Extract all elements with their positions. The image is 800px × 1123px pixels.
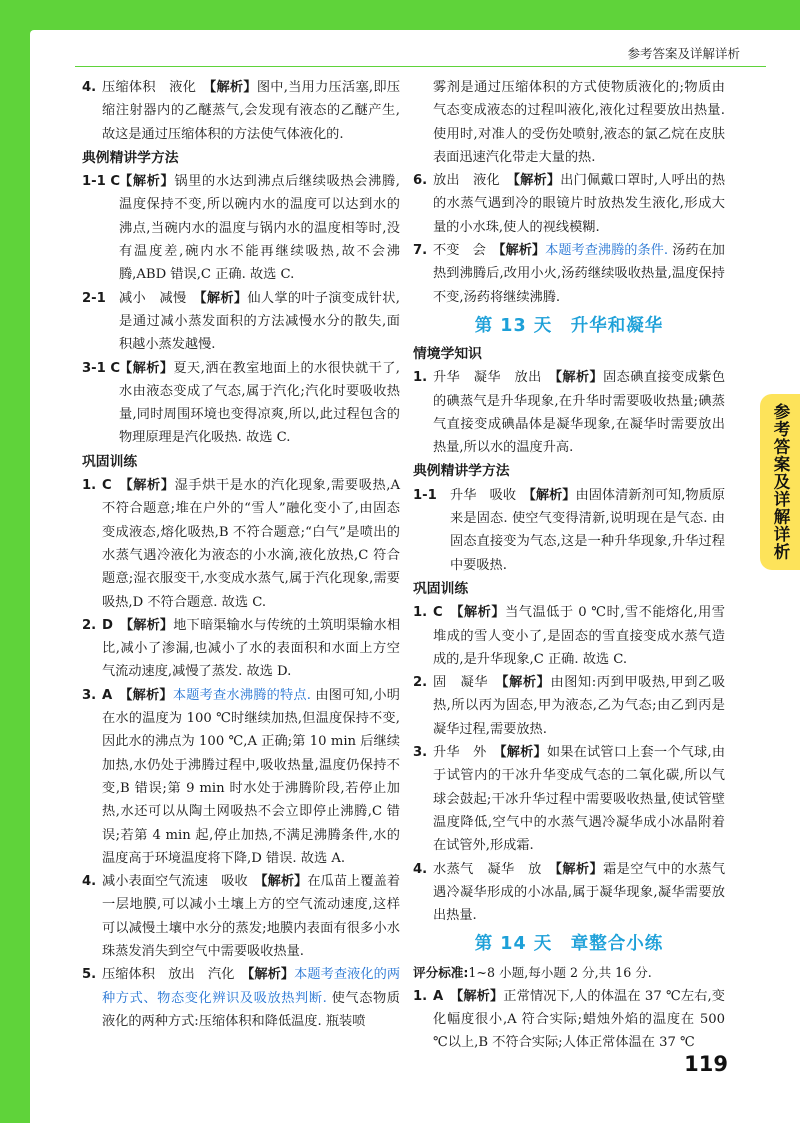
section-heading: 巩固训练 <box>413 580 469 597</box>
analysis-text: 由图可知,小明在水的温度为 100 ℃时继续加热,但温度保持不变,因此水的沸点为 100 ℃,A 正确;第 10 min 后继续加热,水仍处于沸腾过程中,吸收热量,温度仍保持不变,B 错误;第 9 min 时水处于沸腾阶段,若停止加热,水还可以从陶土网吸热不会立即停止沸腾,C 错误;若第 4 min 起,停止加热,不满足沸腾条件,水的温度高于环境温度将下降,D 错误. 故选 A. <box>102 687 400 866</box>
answer-text: 减小 减慢 <box>119 290 200 306</box>
answer-item <box>413 985 725 1055</box>
analysis-tag: 【解析】 <box>499 745 547 761</box>
answer-text: 升华 凝华 放出 <box>433 370 556 386</box>
answer-text: A <box>102 687 126 703</box>
answer-continuation: 雾剂是通过压缩体积的方式使物质液化的;物质由气态变成液态的过程叫液化,液化过程要放出热量. 使用时,对准人的受伤处喷射,液态的氯乙烷在皮肤表面迅速汽化带走大量的热. <box>433 80 725 165</box>
analysis-tag: 【解析】 <box>247 967 295 983</box>
item-number: 1. <box>413 988 428 1004</box>
analysis-tag: 【解析】 <box>119 360 174 376</box>
left-column <box>82 76 400 1033</box>
scoring-standard <box>413 961 725 984</box>
item-number: 3. <box>82 687 97 703</box>
answer-text: 减小表面空气流速 吸收 <box>102 874 261 890</box>
highlight-text: 本题考查水沸腾的特点. <box>172 687 311 703</box>
item-number: 3-1 C <box>82 360 121 376</box>
answer-text: 升华 吸收 <box>450 487 530 503</box>
highlight-text: 本题考查液化的两种方式、物态变化辨识及吸放热判断. <box>102 967 401 1006</box>
analysis-text: 固态碘直接变成紫色的碘蒸气是升华现象,在升华时需要吸收热量;碘蒸气直接变成碘晶体是凝华现象,在凝华时需要放出热量,所以水的温度升高. <box>433 370 726 456</box>
answer-item <box>413 671 725 741</box>
analysis-tag: 【解析】 <box>209 80 257 95</box>
item-number: 1. <box>413 370 428 386</box>
side-tab <box>760 394 800 570</box>
analysis-tag: 【解析】 <box>513 173 561 189</box>
answer-item <box>413 741 725 857</box>
running-header: 参考答案及详解详析 <box>627 46 740 61</box>
analysis-tag: 【解析】 <box>555 861 604 877</box>
answer-text: 压缩体积 液化 <box>102 80 210 95</box>
item-number: 1-1 <box>413 487 437 503</box>
answer-text: 放出 液化 <box>433 173 514 189</box>
item-number: 3. <box>413 745 428 761</box>
analysis-tag: 【解析】 <box>125 687 173 703</box>
answer-item <box>413 601 725 671</box>
analysis-text: 夏天,洒在教室地面上的水很快就干了,水由液态变成了气态,属于汽化;汽化时要吸收热量,同时周围环境也变得凉爽,所以,此过程包含的物理原理是汽化吸热. 故选 C. <box>119 360 400 446</box>
analysis-text: 仙人掌的叶子演变成针状,是通过减小蒸发面积的方法减慢水分的散失,面积越小蒸发越慢. <box>119 290 400 353</box>
analysis-text: 汤药在加热到沸腾后,改用小火,汤药继续吸收热量,温度保持不变,汤药将继续沸腾. <box>433 243 725 305</box>
section-heading: 情境学知识 <box>413 345 482 362</box>
highlight-text: 本题考查沸腾的条件. <box>545 243 669 259</box>
analysis-text: 图中,当用力压活塞,即压缩注射器内的乙醚蒸气,会发现有液态的乙醚产生,故这是通过压缩体积的方法使气体液化的. <box>102 80 401 142</box>
header-rule <box>75 66 766 67</box>
analysis-tag: 【解析】 <box>456 988 504 1004</box>
analysis-tag: 【解析】 <box>126 617 174 633</box>
answer-item <box>413 366 725 459</box>
answer-text: 升华 外 <box>433 745 500 761</box>
answer-item <box>82 170 400 286</box>
analysis-tag: 【解析】 <box>119 174 175 190</box>
analysis-text: 出门佩戴口罩时,人呼出的热的水蒸气遇到冷的眼镜片时放热发生液化,形成大量的小水珠,使人的视线模糊. <box>433 173 726 235</box>
answer-item <box>413 239 725 309</box>
answer-item <box>82 614 400 684</box>
answer-item <box>413 858 725 928</box>
answer-item <box>82 287 400 357</box>
item-number: 1-1 C <box>82 174 121 190</box>
answer-text: 压缩体积 放出 汽化 <box>102 967 248 983</box>
answer-text: A <box>433 988 457 1004</box>
analysis-tag: 【解析】 <box>456 605 506 621</box>
analysis-tag: 【解析】 <box>529 487 576 503</box>
analysis-text: 地下暗渠输水与传统的土筑明渠输水相比,减小了渗漏,也减小了水的表面积和水面上方空气流动速度,减慢了蒸发. 故选 D. <box>102 617 401 680</box>
analysis-text: 霜是空气中的水蒸气遇冷凝华形成的小冰晶,属于凝华现象,凝华需要放出热量. <box>433 861 726 924</box>
answer-text: C <box>102 478 127 494</box>
item-number: 7. <box>413 243 428 259</box>
page-number: 119 <box>684 1052 728 1076</box>
item-number: 2. <box>82 617 97 633</box>
answer-item <box>82 870 400 963</box>
analysis-text: 在瓜苗上覆盖着一层地膜,可以减小土壤上方的空气流动速度,这样可以减慢土壤中水分的蒸发;地膜内表面有很多小水珠蒸发消失到空气中需要吸收热量. <box>102 874 401 959</box>
day-13-title: 第 13 天 升华和凝华 <box>474 315 664 336</box>
analysis-tag: 【解析】 <box>498 243 546 259</box>
analysis-text: 锅里的水达到沸点后继续吸热会沸腾,温度保持不变,所以碗内水的温度可以达到水的沸点,当碗内水的温度与锅内水的温度相等时,没有温度差,碗内水不能再继续吸热,故不会沸腾,ABD 错误,C 正确. 故选 C. <box>119 174 400 283</box>
analysis-text: 由图知:丙到甲吸热,甲到乙吸热,所以丙为固态,甲为液态,乙为气态;由乙到丙是凝华过程,需要放热. <box>433 675 726 737</box>
analysis-text: 正常情况下,人的体温在 37 ℃左右,变化幅度很小,A 符合实际;蜡烛外焰的温度在 500 ℃以上,B 不符合实际;人体正常体温在 37 ℃ <box>433 988 725 1051</box>
analysis-text: 湿手烘干是水的汽化现象,需要吸热,A 不符合题意;堆在户外的“雪人”融化变小了,由固态变成液态,熔化吸热,B 不符合题意;“白气”是喷出的水蒸气遇冷液化为液态的小水滴,液化放热,C 符合题意;湿衣服变干,水变成水蒸气,属于汽化现象,需要吸热,D 不符合题意. 故选 C. <box>102 478 400 610</box>
answer-text: 水蒸气 凝华 放 <box>433 861 556 877</box>
item-number: 4. <box>413 861 428 877</box>
answer-text: 固 凝华 <box>433 675 502 691</box>
day-14-title: 第 14 天 章整合小练 <box>474 934 664 955</box>
answer-text: D <box>102 617 127 633</box>
analysis-tag: 【解析】 <box>501 675 551 691</box>
item-number: 2. <box>413 675 428 691</box>
item-number: 4. <box>82 80 97 95</box>
answer-item <box>82 357 400 450</box>
item-number: 2-1 <box>82 290 106 306</box>
answer-text: 不变 会 <box>433 243 499 259</box>
analysis-text: 由固体清新剂可知,物质原来是固态. 使空气变得清新,说明现在是气态. 由固态直接变为气态,这是一种升华现象,升华过程中要吸热. <box>450 487 726 573</box>
right-column <box>413 76 725 1055</box>
analysis-tag: 【解析】 <box>260 874 308 890</box>
item-number: 4. <box>82 874 97 890</box>
analysis-text: 当气温低于 0 ℃时,雪不能熔化,用雪堆成的雪人变小了,是固态的雪直接变成水蒸气造成的,是升华现象,C 正确. 故选 C. <box>433 605 725 667</box>
analysis-tag: 【解析】 <box>126 478 175 494</box>
answer-item <box>413 169 725 239</box>
scoring-label: 评分标准: <box>413 965 469 981</box>
analysis-text: 如果在试管口上套一个气球,由于试管内的干冰升华变成气态的二氧化碳,所以气球会鼓起;干冰升华过程中需要吸收热量,使试管壁温度降低,空气中的水蒸气遇冷凝华成小冰晶附着在试管外,形成霜. <box>433 745 726 854</box>
section-heading: 典例精讲学方法 <box>413 463 510 480</box>
answer-item <box>82 474 400 614</box>
item-number: 5. <box>82 967 97 983</box>
item-number: 1. <box>82 478 97 494</box>
analysis-tag: 【解析】 <box>199 290 248 306</box>
scoring-text: 1~8 小题,每小题 2 分,共 16 分. <box>468 965 652 981</box>
answer-item <box>82 76 400 146</box>
analysis-tag: 【解析】 <box>555 370 604 386</box>
answer-text: C <box>433 605 457 621</box>
item-number: 6. <box>413 173 428 189</box>
answer-item <box>82 963 400 1033</box>
answer-item <box>413 484 725 577</box>
section-heading: 巩固训练 <box>82 453 138 470</box>
section-heading: 典例精讲学方法 <box>82 149 179 166</box>
answer-item <box>82 684 400 870</box>
item-number: 1. <box>413 605 428 621</box>
side-tab-label: 参考答案及详解详析 <box>771 403 790 561</box>
analysis-text: 使气态物质液化的两种方式:压缩体积和降低温度. 瓶装喷 <box>102 990 400 1029</box>
